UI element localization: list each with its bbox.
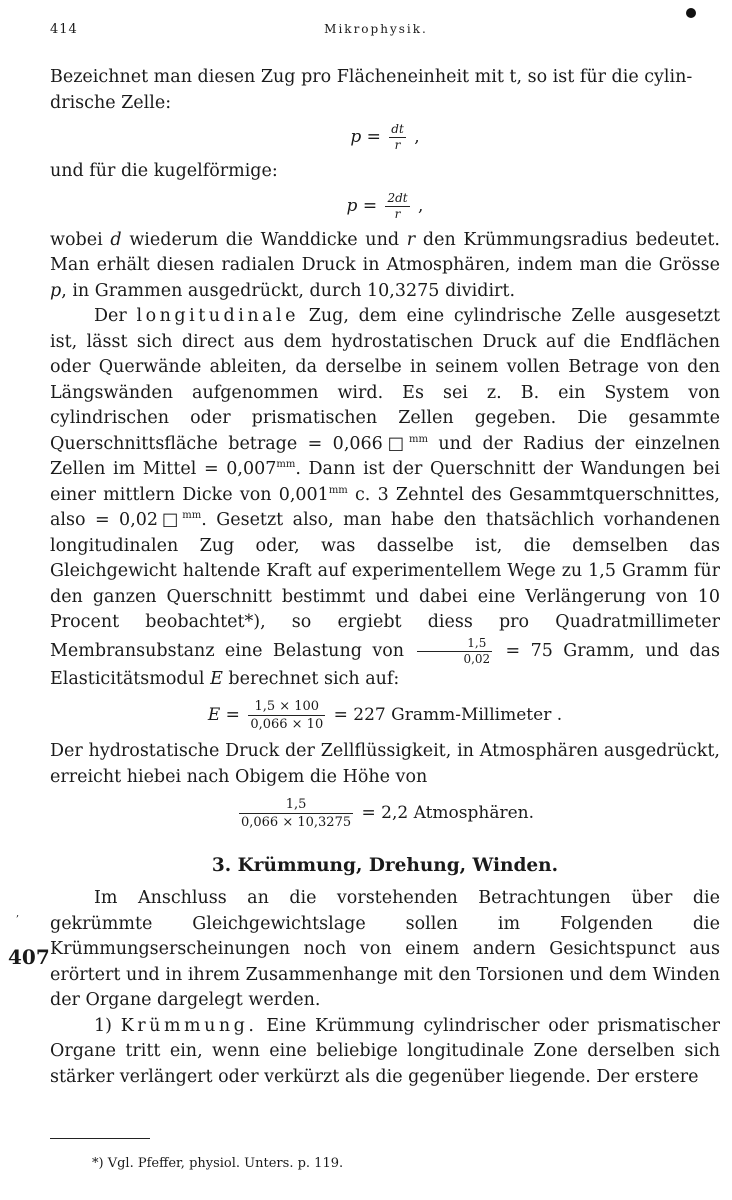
fraction: $\frac{1,5 \times 100}{0,066 \times 10}$ <box>250 699 324 732</box>
running-head: Mikrophysik. <box>324 22 428 36</box>
equation-pressure: $\frac{1,5}{0,066 \times 10,3275}$ = 2,2 Atmosphären. <box>240 797 535 830</box>
page-header <box>50 22 702 42</box>
spaced-term: longitudinale <box>136 306 299 326</box>
section-heading: 3. Krümmung, Drehung, Winden. <box>211 855 559 876</box>
footnote-rule <box>50 1138 150 1139</box>
fraction: $\frac{1,5}{0,066 \times 10,3275}$ <box>240 797 352 830</box>
margin-section-number: 407 <box>8 945 50 969</box>
page-number: 414 <box>50 22 78 37</box>
fraction: $\frac{dt}{r}$ <box>391 122 404 152</box>
paragraph-4: Der longitudinale Zug, dem eine cylindrische Zelle ausgesetzt ist, lässt sich direct aus dem hydrostatischen Druck auf die Endflächen oder Querwände ableiten, da derselbe in seinem vollen Betrage von den Längswänden aufgenommen wird. Es sei z. B. ein System von cylindrischen oder prismatischen Zellen gegeben. Die gesammte Querschnittsfläche betrage = 0,066□$^{mm}$ und der Radius der einzelnen Zellen im Mittel = $0,007^{mm}$. Dann ist der Querschnitt der Wandungen bei einer mittlern Dicke von $0,001^{mm}$ c. 3 Zehntel des Gesammtquerschnittes, also = 0,02□$^{mm}$. Gesetzt also, man habe den thatsächlich vorhandenen longitudinalen Zug oder, was dasselbe ist, die demselben das Gleichgewicht haltende Kraft auf experimentellem Wege zu 1,5 Gramm für den ganzen Querschnitt bestimmt und dabei eine Verlängerung von 10 Procent beobachtet*), so ergiebt diess pro Quadratmillimeter Membransubstanz eine Belastung von $\frac{1,5}{0,02}$ = 75 Gramm, und das Elasticitätsmodul E berechnet sich auf: <box>50 306 721 689</box>
equation-cylindrical: p = $\frac{dt}{r}$ , <box>350 122 420 152</box>
paragraph-5: Der hydrostatische Druck der Zellflüssigkeit, in Atmosphären ausgedrückt, erreicht hiebei nach Obigem die Höhe von <box>50 741 720 787</box>
footnote: *) Vgl. Pfeffer, physiol. Unters. p. 119. <box>92 1156 344 1171</box>
paragraph-6: Im Anschluss an die vorstehenden Betrachtungen über die gekrümmte Gleichgewichtslage sollen im Folgenden die Krümmungserscheinungen noch von einem andern Gesichtspunct aus erörtert und in ihrem Zusammenhange mit den Torsionen und dem Winden der Organe dargelegt werden. <box>50 888 720 1010</box>
spaced-term: Krümmung. <box>120 1015 258 1036</box>
paragraph-2: und für die kugelförmige: <box>50 161 278 181</box>
inline-fraction: $\frac{1,5}{0,02}$ <box>417 636 492 667</box>
page-body <box>50 65 720 1090</box>
margin-mark: , <box>16 908 20 919</box>
equation-elasticity-modulus: E = $\frac{1,5 \times 100}{0,066 \times 10}$ = 227 Gramm-Millimeter . <box>207 699 563 732</box>
ink-dot-mark <box>686 8 696 18</box>
paragraph-1: Bezeichnet man diesen Zug pro Flächeneinheit mit t, so ist für die cylin- drische Zelle: <box>50 67 693 113</box>
equation-spherical: p = $\frac{2dt}{r}$ , <box>346 190 424 221</box>
paragraph-7: 1) Krümmung. Eine Krümmung cylindrischer oder prismatischer Organe tritt ein, wenn eine beliebige longitudinale Zone derselben sich stärker verlängert oder verkürzt als die gegenüber liegende. Der erstere <box>50 1015 720 1087</box>
paragraph-3: wobei d wiederum die Wanddicke und r den Krümmungsradius bedeutet. Man erhält diesen radialen Druck in Atmosphären, indem man die Grösse p, in Grammen ausgedrückt, durch 10,3275 dividirt. <box>50 229 720 301</box>
fraction: $\frac{2dt}{r}$ <box>387 190 408 221</box>
